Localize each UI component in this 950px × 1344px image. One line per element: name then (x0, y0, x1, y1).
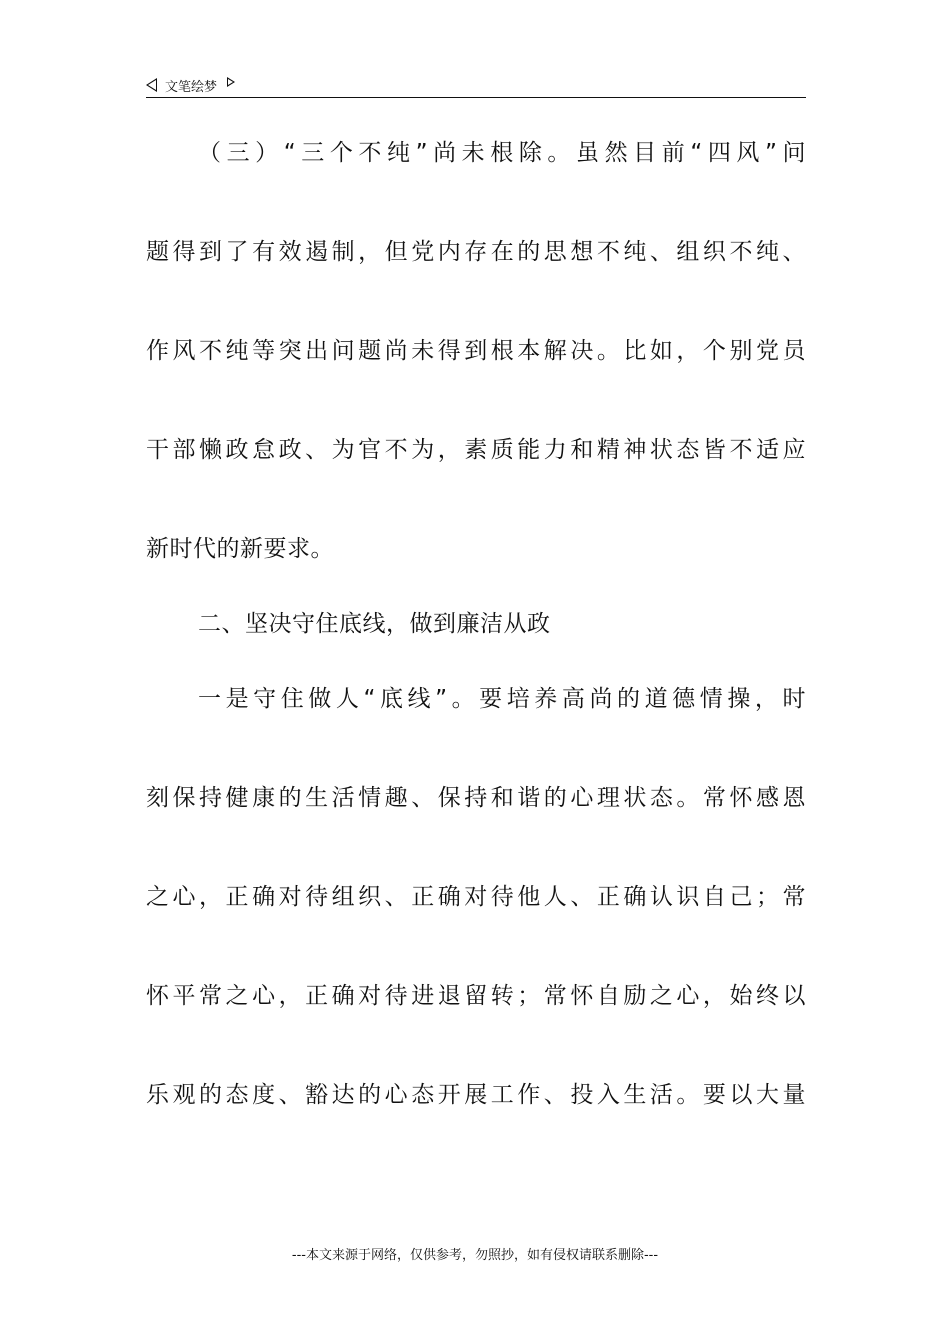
header-title: 文笔绘梦 (165, 79, 218, 95)
body-line: 干部懒政怠政、为官不为，素质能力和精神状态皆不适应 (146, 437, 806, 463)
body-line: 一是守住做人“底线”。要培养高尚的道德情操，时 (198, 686, 806, 712)
footer-disclaimer: ---本文来源于网络，仅供参考，勿照抄，如有侵权请联系删除--- (291, 1248, 659, 1263)
triangle-right-icon (227, 77, 235, 87)
body-line: 刻保持健康的生活情趣、保持和谐的心理状态。常怀感恩 (146, 785, 806, 811)
triangle-left-icon (146, 78, 157, 92)
body-line: 题得到了有效遏制，但党内存在的思想不纯、组织不纯、 (146, 239, 806, 265)
section-heading: 二、坚决守住底线，做到廉洁从政 (198, 611, 551, 637)
body-line: 乐观的态度、豁达的心态开展工作、投入生活。要以大量 (146, 1082, 806, 1108)
header-divider (146, 97, 806, 98)
page-header (146, 72, 235, 98)
body-line: 之心，正确对待组织、正确对待他人、正确认识自己；常 (146, 884, 806, 910)
body-line: 怀平常之心，正确对待进退留转；常怀自励之心，始终以 (146, 983, 806, 1009)
body-line: 新时代的新要求。 (146, 536, 334, 562)
body-line: （三）“三个不纯”尚未根除。虽然目前“四风”问 (198, 140, 806, 166)
document-body (146, 124, 806, 1165)
body-line: 作风不纯等突出问题尚未得到根本解决。比如，个别党员 (146, 338, 806, 364)
